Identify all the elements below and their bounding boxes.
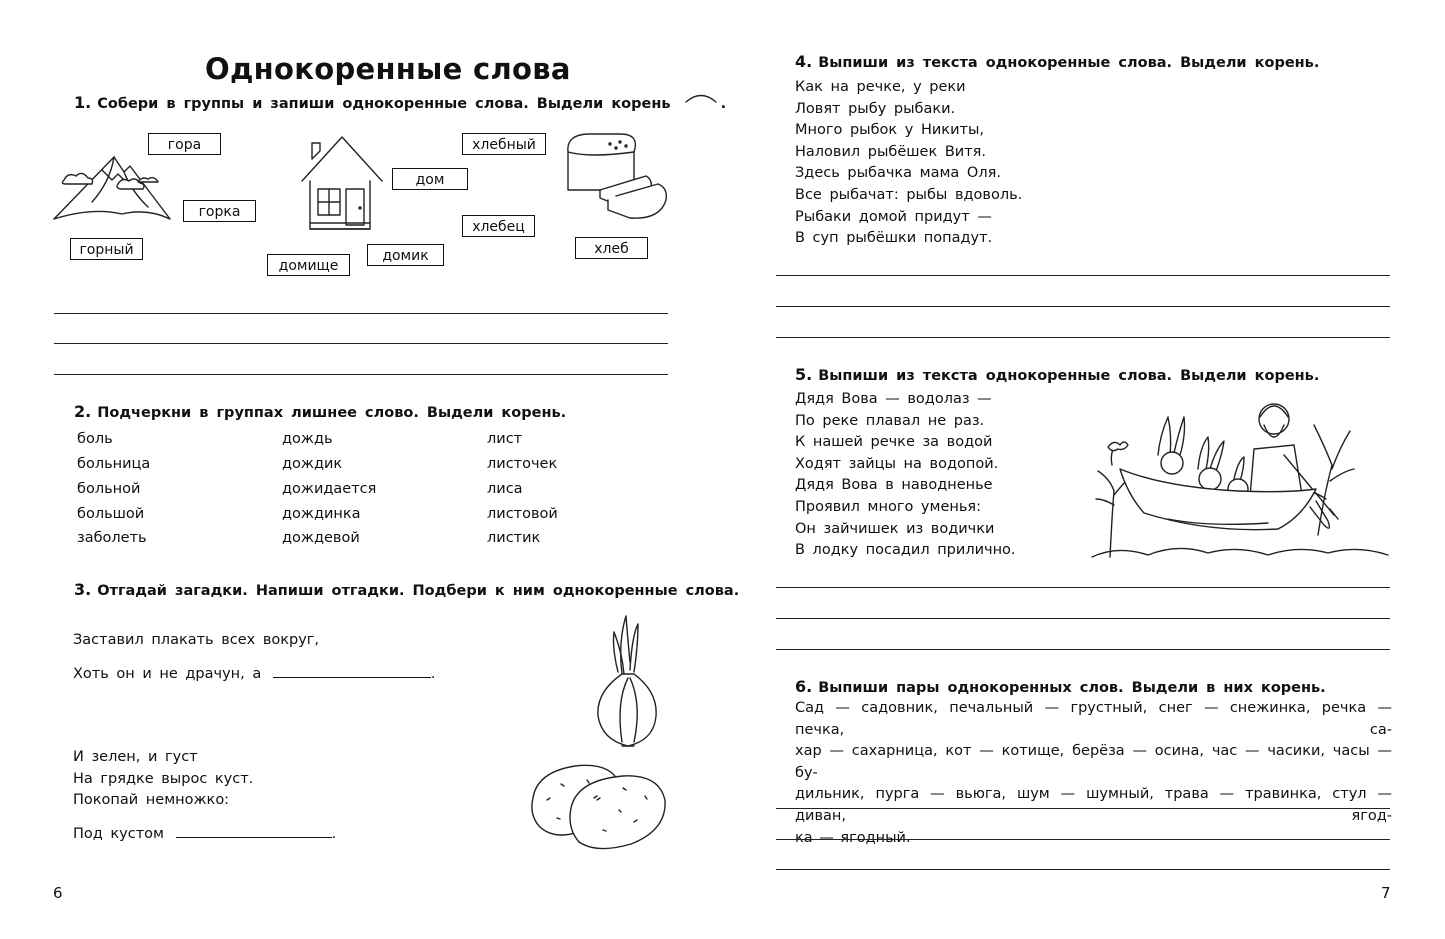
answer-line — [776, 306, 1390, 307]
poem-line: Рыбаки домой придут — — [795, 208, 992, 225]
poem-line: Дядя Вова в наводненье — [795, 477, 993, 494]
answer-line — [54, 374, 668, 375]
poem-line: Все рыбачат: рыбы вдоволь. — [795, 186, 1023, 203]
paragraph-line: Сад — садовник, печальный — грустный, снег — снежинка, речка — печка, са- — [795, 700, 1392, 738]
word-card: домик — [367, 244, 444, 266]
word-item: большой — [77, 506, 145, 522]
answer-line — [776, 618, 1390, 619]
task-number: 6. — [795, 677, 813, 696]
riddle-line: На грядке вырос куст. — [73, 771, 254, 787]
task-1-heading — [74, 93, 726, 112]
word-item: боль — [77, 431, 113, 447]
paragraph-line: ка — ягодный. — [795, 829, 911, 846]
task-number: 5. — [795, 365, 813, 384]
task-text: Собери в группы и запиши однокоренные слова. Выдели корень — [97, 96, 671, 112]
poem-line: Ловят рыбу рыбаки. — [795, 100, 956, 117]
word-card: гора — [148, 133, 221, 155]
word-item: лист — [487, 431, 523, 447]
riddle-line: Заставил плакать всех вокруг, — [73, 632, 320, 648]
task-5-heading — [795, 365, 1319, 384]
word-item: больница — [77, 456, 151, 472]
house-icon — [298, 133, 388, 233]
boat-with-hares-icon — [1088, 395, 1393, 560]
word-card: горка — [183, 200, 256, 222]
riddle-text: Хоть он и не драчун, а — [73, 666, 262, 682]
poem-line: Здесь рыбачка мама Оля. — [795, 165, 1001, 182]
riddle-line: Покопай немножко: — [73, 792, 230, 808]
answer-line — [54, 343, 668, 344]
word-item: листочек — [487, 456, 558, 472]
task-text: Подчеркни в группах лишнее слово. Выдели корень. — [97, 405, 567, 421]
riddle-text: Под кустом — [73, 826, 164, 842]
answer-blank — [273, 663, 431, 678]
mountain-icon — [52, 152, 172, 232]
onion-icon — [592, 612, 672, 752]
word-card: горный — [70, 238, 143, 260]
poem-line: Наловил рыбёшек Витя. — [795, 143, 986, 160]
word-item: лиса — [487, 481, 523, 497]
poem-line: Ходят зайцы на водопой. — [795, 455, 999, 472]
word-item: дождь — [282, 431, 333, 447]
paragraph-line: хар — сахарница, кот — котище, берёза — осина, час — часики, часы — бу- — [795, 743, 1392, 781]
task-number: 1. — [74, 93, 92, 112]
poem-line: Как на речке, у реки — [795, 79, 966, 95]
answer-line — [776, 839, 1390, 840]
poem-line: Много рыбок у Никиты, — [795, 122, 984, 139]
answer-line — [54, 313, 668, 314]
word-item: дождевой — [282, 530, 360, 546]
word-card: хлебный — [462, 133, 546, 155]
riddle-line: И зелен, и густ — [73, 749, 198, 765]
page-number-right: 7 — [1381, 884, 1391, 902]
answer-blank — [176, 823, 332, 838]
word-item: дожидается — [282, 481, 377, 497]
task-end: . — [720, 96, 727, 112]
poem-line: Он зайчишек из водички — [795, 520, 995, 537]
poem-task-5 — [795, 389, 1016, 562]
task-number: 3. — [74, 580, 92, 599]
potato-icon — [527, 760, 672, 855]
task-4-heading — [795, 52, 1319, 71]
word-item: дождинка — [282, 506, 361, 522]
riddle-end: . — [331, 826, 337, 842]
task-3-heading — [74, 580, 739, 599]
poem-line: В суп рыбёшки попадут. — [795, 230, 993, 247]
root-arc-icon — [683, 92, 719, 104]
page-number-left: 6 — [53, 884, 63, 902]
riddle-line — [73, 663, 435, 682]
word-item: листовой — [487, 506, 558, 522]
word-item: больной — [77, 481, 141, 497]
word-item: листик — [487, 530, 541, 546]
paragraph-line: дильник, пурга — вьюга, шум — шумный, трава — травинка, стул — диван, ягод- — [795, 786, 1392, 824]
task-text: Отгадай загадки. Напиши отгадки. Подбери к ним однокоренные слова. — [97, 583, 740, 599]
word-item: заболеть — [77, 530, 147, 546]
word-card: дом — [392, 168, 468, 190]
task-text: Выпиши из текста однокоренные слова. Выдели корень. — [818, 55, 1320, 71]
page-title: Однокоренные слова — [205, 52, 571, 86]
riddle-end: . — [430, 666, 436, 682]
poem-task-4 — [795, 77, 1022, 250]
answer-line — [776, 587, 1390, 588]
word-item: дождик — [282, 456, 343, 472]
task-number: 2. — [74, 402, 92, 421]
bread-icon — [560, 130, 670, 220]
task-number: 4. — [795, 52, 813, 71]
task-6-text — [795, 698, 1392, 849]
task-6-heading — [795, 677, 1326, 696]
answer-line — [776, 869, 1390, 870]
answer-line — [776, 275, 1390, 276]
word-card: хлебец — [462, 215, 535, 237]
poem-line: По реке плавал не раз. — [795, 412, 985, 429]
poem-line: К нашей речке за водой — [795, 434, 993, 451]
word-card: хлеб — [575, 237, 648, 259]
word-card: домище — [267, 254, 350, 276]
answer-line — [776, 337, 1390, 338]
task-2-heading — [74, 402, 566, 421]
riddle-line — [73, 823, 336, 842]
answer-line — [776, 808, 1390, 809]
poem-line: В лодку посадил прилично. — [795, 542, 1016, 559]
task-text: Выпиши из текста однокоренные слова. Выдели корень. — [818, 368, 1320, 384]
task-text: Выпиши пары однокоренных слов. Выдели в них корень. — [818, 680, 1326, 696]
poem-line: Проявил много уменья: — [795, 498, 982, 515]
answer-line — [776, 649, 1390, 650]
poem-line: Дядя Вова — водолаз — — [795, 391, 992, 407]
